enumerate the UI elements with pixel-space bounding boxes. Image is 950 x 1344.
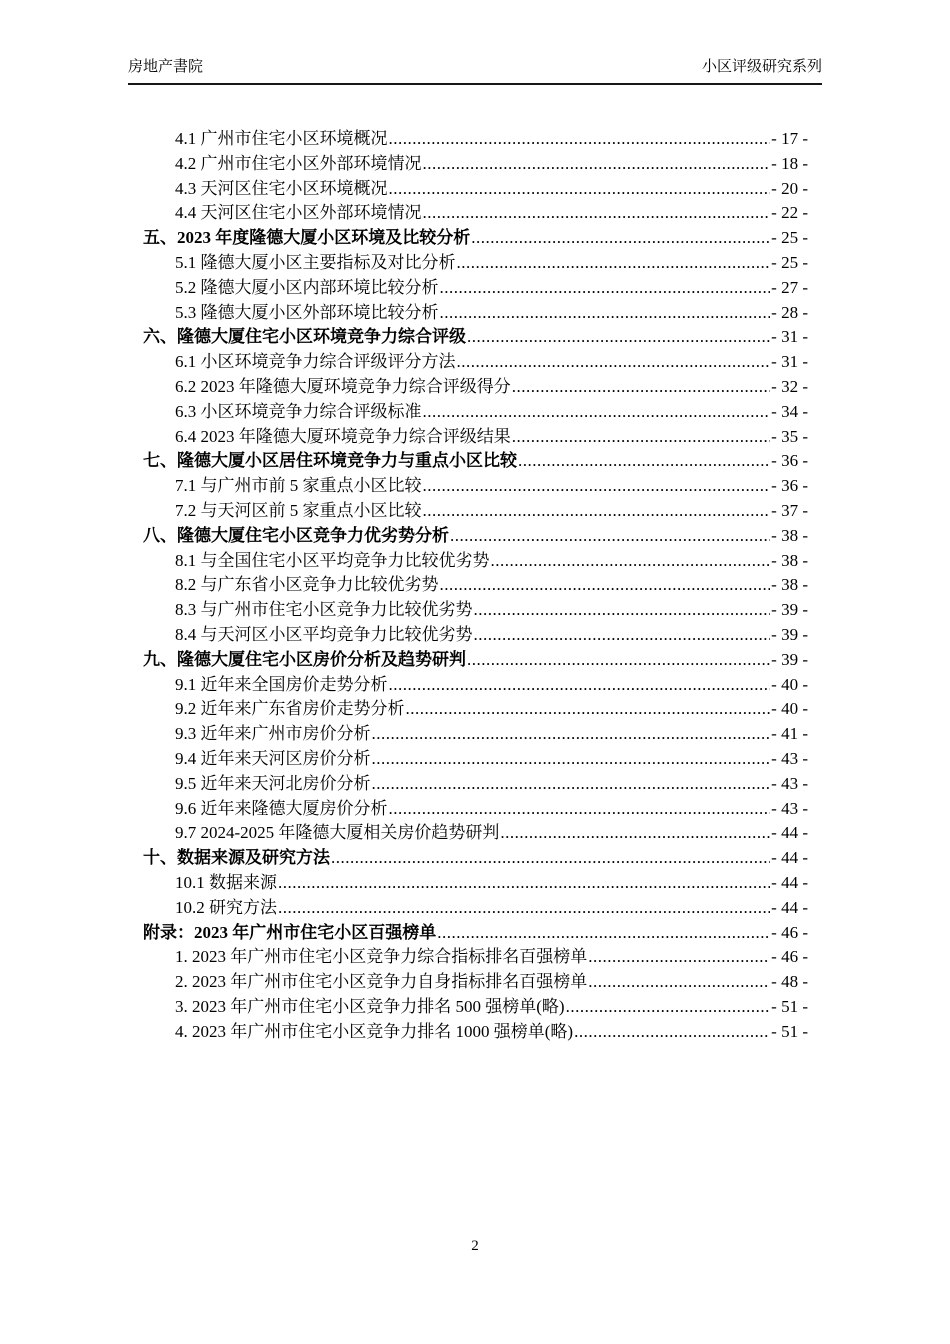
toc-leader-dots <box>389 127 771 152</box>
toc-leader-dots <box>512 375 770 400</box>
toc-leader-dots <box>457 350 771 375</box>
toc-leader-dots <box>474 623 771 648</box>
toc-entry-title: 附录：2023 年广州市住宅小区百强榜单 <box>143 922 437 942</box>
toc-entry-page: - 39 - <box>771 600 808 620</box>
toc-leader-dots <box>406 697 771 722</box>
toc-entry-page: - 51 - <box>771 996 808 1016</box>
toc-entry[interactable] <box>128 301 822 326</box>
toc-entry-title: 8.3 与广州市住宅小区竞争力比较优劣势 <box>175 600 473 620</box>
toc-list <box>128 127 822 1044</box>
toc-leader-dots <box>440 276 771 301</box>
toc-entry-page: - 28 - <box>771 302 808 322</box>
toc-entry-title: 8.2 与广东省小区竞争力比较优劣势 <box>175 575 439 595</box>
toc-entry[interactable] <box>128 846 822 871</box>
toc-leader-dots <box>467 648 770 673</box>
toc-entry[interactable] <box>128 177 822 202</box>
toc-entry[interactable] <box>128 673 822 698</box>
toc-entry-page: - 41 - <box>771 724 808 744</box>
toc-entry-title: 9.7 2024-2025 年隆德大厦相关房价趋势研判 <box>175 823 500 843</box>
toc-entry-page: - 51 - <box>771 1021 808 1041</box>
toc-leader-dots <box>423 152 771 177</box>
toc-entry[interactable] <box>128 821 822 846</box>
toc-entry-page: - 44 - <box>771 872 808 892</box>
toc-entry[interactable] <box>128 251 822 276</box>
toc-leader-dots <box>389 797 771 822</box>
toc-leader-dots <box>588 945 770 970</box>
toc-entry-page: - 44 - <box>771 823 808 843</box>
toc-leader-dots <box>331 846 770 871</box>
toc-entry[interactable] <box>128 325 822 350</box>
toc-entry-title: 五、2023 年度隆德大厦小区环境及比较分析 <box>143 228 471 248</box>
toc-entry-title: 9.6 近年来隆德大厦房价分析 <box>175 798 388 818</box>
toc-leader-dots <box>372 747 771 772</box>
header-left-text: 房地产書院 <box>128 59 204 75</box>
toc-entry[interactable] <box>128 921 822 946</box>
toc-entry[interactable] <box>128 425 822 450</box>
toc-entry-title: 8.4 与天河区小区平均竞争力比较优劣势 <box>175 624 473 644</box>
toc-entry-title: 10.1 数据来源 <box>175 872 277 892</box>
toc-leader-dots <box>474 598 771 623</box>
toc-entry-title: 10.2 研究方法 <box>175 897 277 917</box>
toc-entry[interactable] <box>128 623 822 648</box>
toc-entry-title: 9.3 近年来广州市房价分析 <box>175 724 371 744</box>
toc-entry[interactable] <box>128 995 822 1020</box>
toc-leader-dots <box>440 301 771 326</box>
toc-entry-page: - 20 - <box>771 178 808 198</box>
toc-leader-dots <box>588 970 770 995</box>
toc-entry-page: - 43 - <box>771 748 808 768</box>
toc-leader-dots <box>518 449 770 474</box>
toc-entry[interactable] <box>128 549 822 574</box>
toc-leader-dots <box>457 251 771 276</box>
toc-entry-title: 6.4 2023 年隆德大厦环境竞争力综合评级结果 <box>175 426 511 446</box>
toc-leader-dots <box>491 549 771 574</box>
toc-entry-title: 5.3 隆德大厦小区外部环境比较分析 <box>175 302 439 322</box>
toc-leader-dots <box>423 474 771 499</box>
toc-entry-page: - 44 - <box>771 848 808 868</box>
toc-entry-title: 2. 2023 年广州市住宅小区竞争力自身指标排名百强榜单 <box>175 972 588 992</box>
toc-entry-page: - 38 - <box>771 525 808 545</box>
toc-entry-page: - 43 - <box>771 773 808 793</box>
toc-entry[interactable] <box>128 747 822 772</box>
toc-entry-title: 七、隆德大厦小区居住环境竞争力与重点小区比较 <box>143 451 517 471</box>
toc-entry[interactable] <box>128 896 822 921</box>
toc-entry-page: - 35 - <box>771 426 808 446</box>
toc-entry-title: 7.1 与广州市前 5 家重点小区比较 <box>175 476 422 496</box>
toc-entry[interactable] <box>128 648 822 673</box>
toc-entry-title: 1. 2023 年广州市住宅小区竞争力综合指标排名百强榜单 <box>175 947 588 967</box>
toc-leader-dots <box>278 896 770 921</box>
toc-entry[interactable] <box>128 226 822 251</box>
toc-entry[interactable] <box>128 772 822 797</box>
toc-entry[interactable] <box>128 573 822 598</box>
toc-entry-title: 5.1 隆德大厦小区主要指标及对比分析 <box>175 252 456 272</box>
toc-entry-page: - 46 - <box>771 947 808 967</box>
toc-entry-page: - 31 - <box>771 352 808 372</box>
toc-entry[interactable] <box>128 276 822 301</box>
toc-entry-page: - 22 - <box>771 203 808 223</box>
toc-entry-page: - 43 - <box>771 798 808 818</box>
toc-entry[interactable] <box>128 449 822 474</box>
toc-leader-dots <box>423 400 771 425</box>
toc-leader-dots <box>467 325 770 350</box>
toc-entry-page: - 39 - <box>771 649 808 669</box>
page-number: 2 <box>471 1238 479 1254</box>
toc-entry-title: 八、隆德大厦住宅小区竞争力优劣势分析 <box>143 525 449 545</box>
toc-entry[interactable] <box>128 598 822 623</box>
toc-entry-title: 4.1 广州市住宅小区环境概况 <box>175 129 388 148</box>
toc-leader-dots <box>389 177 771 202</box>
page-footer <box>0 1238 950 1255</box>
page-header <box>128 58 822 85</box>
toc-entry-page: - 44 - <box>771 897 808 917</box>
toc-entry-title: 六、隆德大厦住宅小区环境竞争力综合评级 <box>143 327 466 347</box>
toc-entry-title: 4.3 天河区住宅小区环境概况 <box>175 178 388 198</box>
toc-entry[interactable] <box>128 499 822 524</box>
toc-entry[interactable] <box>128 797 822 822</box>
toc-entry[interactable] <box>128 127 822 152</box>
toc-entry[interactable] <box>128 375 822 400</box>
toc-entry-title: 9.2 近年来广东省房价走势分析 <box>175 699 405 719</box>
toc-entry-title: 6.3 小区环境竞争力综合评级标准 <box>175 401 422 421</box>
toc-entry-page: - 40 - <box>771 699 808 719</box>
toc-leader-dots <box>440 573 771 598</box>
toc-leader-dots <box>423 201 771 226</box>
toc-entry-page: - 17 - <box>771 129 808 148</box>
toc-entry[interactable] <box>128 722 822 747</box>
toc-entry-title: 9.1 近年来全国房价走势分析 <box>175 674 388 694</box>
toc-entry-page: - 27 - <box>771 277 808 297</box>
toc-entry-page: - 38 - <box>771 550 808 570</box>
toc-entry-page: - 31 - <box>771 327 808 347</box>
toc-entry-page: - 25 - <box>771 252 808 272</box>
toc-entry[interactable] <box>128 400 822 425</box>
toc-entry-title: 九、隆德大厦住宅小区房价分析及趋势研判 <box>143 649 466 669</box>
toc-leader-dots <box>450 524 770 549</box>
toc-entry-title: 3. 2023 年广州市住宅小区竞争力排名 500 强榜单(略) <box>175 996 565 1016</box>
toc-entry[interactable] <box>128 945 822 970</box>
toc-entry[interactable] <box>128 152 822 177</box>
toc-leader-dots <box>278 871 770 896</box>
toc-entry-page: - 36 - <box>771 451 808 471</box>
toc-entry[interactable] <box>128 1020 822 1045</box>
toc-leader-dots <box>574 1020 770 1045</box>
toc-entry-title: 4.2 广州市住宅小区外部环境情况 <box>175 153 422 173</box>
toc-entry-title: 4. 2023 年广州市住宅小区竞争力排名 1000 强榜单(略) <box>175 1021 574 1041</box>
toc-entry[interactable] <box>128 697 822 722</box>
toc-entry[interactable] <box>128 474 822 499</box>
toc-entry-title: 7.2 与天河区前 5 家重点小区比较 <box>175 500 422 520</box>
toc-entry-title: 6.1 小区环境竞争力综合评级评分方法 <box>175 352 456 372</box>
toc-entry[interactable] <box>128 350 822 375</box>
toc-leader-dots <box>372 772 771 797</box>
toc-entry-title: 十、数据来源及研究方法 <box>143 848 330 868</box>
toc-entry-page: - 32 - <box>771 376 808 396</box>
toc-leader-dots <box>500 821 770 846</box>
toc-entry-page: - 39 - <box>771 624 808 644</box>
toc-entry-title: 9.5 近年来天河北房价分析 <box>175 773 371 793</box>
toc-entry[interactable] <box>128 201 822 226</box>
toc-leader-dots <box>372 722 771 747</box>
toc-entry[interactable] <box>128 871 822 896</box>
toc-leader-dots <box>566 995 771 1020</box>
toc-leader-dots <box>389 673 771 698</box>
toc-entry-page: - 18 - <box>771 153 808 173</box>
toc-entry-page: - 36 - <box>771 476 808 496</box>
toc-entry-page: - 40 - <box>771 674 808 694</box>
toc-leader-dots <box>423 499 771 524</box>
toc-leader-dots <box>512 425 770 450</box>
toc-entry[interactable] <box>128 970 822 995</box>
toc-entry-title: 8.1 与全国住宅小区平均竞争力比较优劣势 <box>175 550 490 570</box>
toc-entry-title: 4.4 天河区住宅小区外部环境情况 <box>175 203 422 223</box>
toc-entry-page: - 34 - <box>771 401 808 421</box>
toc-entry-page: - 48 - <box>771 972 808 992</box>
toc-entry-title: 9.4 近年来天河区房价分析 <box>175 748 371 768</box>
toc-leader-dots <box>471 226 770 251</box>
toc-entry-page: - 25 - <box>771 228 808 248</box>
toc-entry[interactable] <box>128 524 822 549</box>
toc-entry-page: - 38 - <box>771 575 808 595</box>
toc-entry-title: 5.2 隆德大厦小区内部环境比较分析 <box>175 277 439 297</box>
header-right-text: 小区评级研究系列 <box>701 59 822 75</box>
toc-entry-title: 6.2 2023 年隆德大厦环境竞争力综合评级得分 <box>175 376 511 396</box>
toc-entry-page: - 46 - <box>771 922 808 942</box>
toc-leader-dots <box>437 921 770 946</box>
toc-entry-page: - 37 - <box>771 500 808 520</box>
